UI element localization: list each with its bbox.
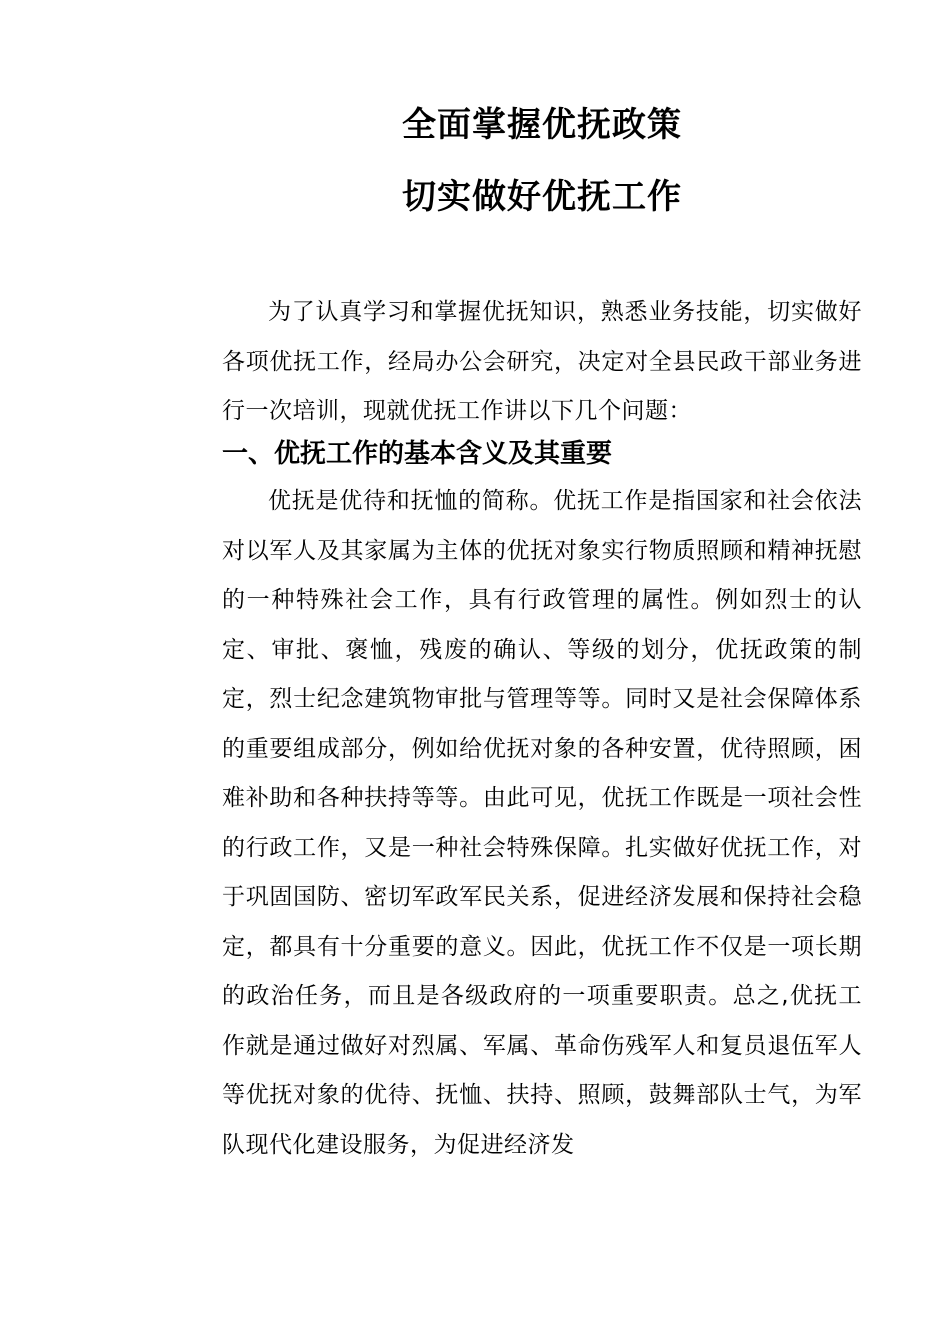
document-title-line-2: 切实做好优抚工作 [402, 177, 682, 217]
intro-section [222, 288, 862, 437]
section-1-heading: 一、优抚工作的基本含义及其重要 [222, 439, 613, 466]
intro-paragraph: 为了认真学习和掌握优抚知识，熟悉业务技能，切实做好各项优抚工作，经局办公会研究，决定对全县民政干部业务进行一次培训，现就优抚工作讲以下几个问题： [222, 299, 862, 424]
section-1-paragraph: 优抚是优待和抚恤的简称。优抚工作是指国家和社会依法对以军人及其家属为主体的优抚对象实行物质照顾和精神抚慰的一种特殊社会工作，具有行政管理的属性。例如烈士的认定、审批、褒恤，残废的确认、等级的划分，优抚政策的制定，烈士纪念建筑物审批与管理等等。同时又是社会保障体系的重要组成部分，例如给优抚对象的各种安置，优待照顾，困难补助和各种扶持等等。由此可见，优抚工作既是一项社会性的行政工作，又是一种社会特殊保障。扎实做好优抚工作，对于巩固国防、密切军政军民关系，促进经济发展和保持社会稳定，都具有十分重要的意义。因此，优抚工作不仅是一项长期的政治任务，而且是各级政府的一项重要职责。总之,优抚工作就是通过做好对烈属、军属、革命伤残军人和复员退伍军人等优抚对象的优待、抚恤、扶持、照顾，鼓舞部队士气，为军队现代化建设服务，为促进经济发 [222, 488, 862, 1158]
document-title-line-1: 全面掌握优抚政策 [402, 105, 682, 145]
section-1-body [222, 477, 862, 1177]
